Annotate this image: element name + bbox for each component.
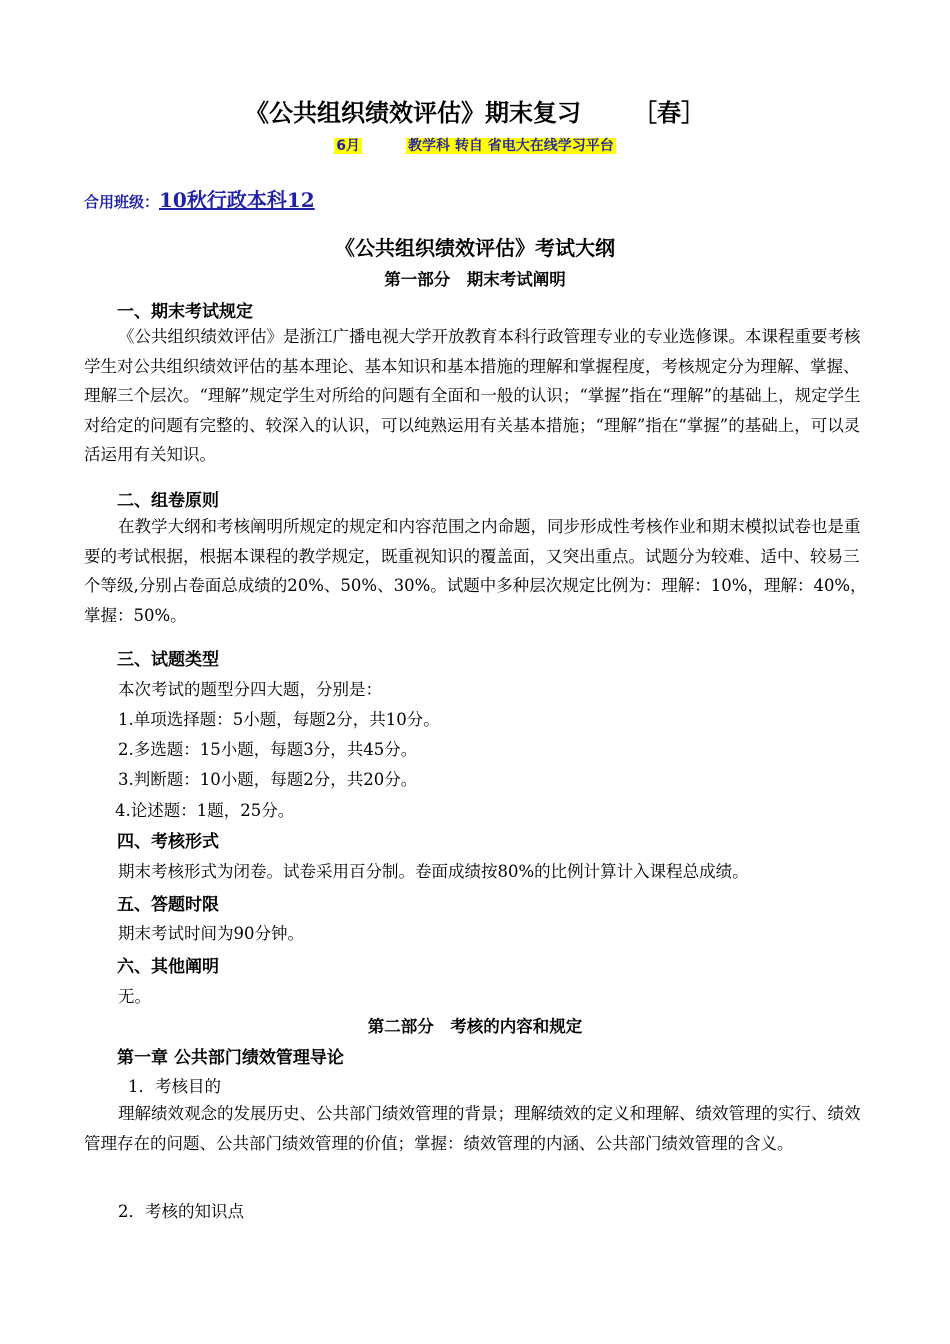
part1-title: 第一部分 期末考试阐明 — [384, 270, 566, 289]
chapter1-text: 理解绩效观念的发展历史、公共部门绩效管理的背景；理解绩效的定义和理解、绩效管理的实行、绩效管理存在的问题、公共部门绩效管理的价值；掌握：绩效管理的内涵、公共部门绩效管理的含义。 — [84, 1104, 861, 1153]
section2-paragraph — [84, 512, 870, 630]
class-label: 合用班级： — [84, 193, 160, 211]
source-month: 6月 — [336, 138, 360, 154]
source-text: 教学科 转自 省电大在线学习平台 — [408, 138, 614, 154]
section2-heading: 二、组卷原则 — [117, 491, 219, 511]
source-line — [0, 135, 950, 155]
question-type-item: 4.论述题：1题，25分。 — [115, 801, 295, 820]
title-main: 《公共组织绩效评估》期末复习 — [245, 99, 581, 127]
question-type-item: 2.多选题：15小题，每题3分，共45分。 — [118, 740, 418, 759]
section6-text: 无。 — [118, 987, 151, 1006]
title-tag: ［春］ — [633, 99, 705, 127]
question-type-item: 3.判断题：10小题，每题2分，共20分。 — [118, 770, 418, 789]
section1-text: 《公共组织绩效评估》是浙江广播电视大学开放教育本科行政管理专业的专业选修课。本课程重要考核学生对公共组织绩效评估的基本理论、基本知识和基本措施的理解和掌握程度，考核规定分为理解、掌握、理解三个层次。“理解”规定学生对所给的问题有全面和一般的认识；“掌握”指在“理解”的基础上，规定学生对给定的问题有完整的、较深入的认识，可以纯熟运用有关基本措施；“理解”指在“掌握”的基础上，可以灵活运用有关知识。 — [84, 327, 861, 464]
class-value-link[interactable]: 10秋行政本科12 — [159, 188, 315, 212]
section5-heading: 五、答题时限 — [117, 895, 219, 915]
section3-intro: 本次考试的题型分四大题，分别是： — [118, 680, 382, 699]
section1-paragraph — [84, 322, 870, 470]
part2-title: 第二部分 考核的内容和规定 — [367, 1017, 583, 1036]
outline-title: 《公共组织绩效评估》考试大纲 — [335, 236, 615, 260]
chapter1-paragraph — [84, 1099, 870, 1158]
section2-text: 在教学大纲和考核阐明所规定的规定和内容范围之内命题，同步形成性考核作业和期末模拟试卷也是重要的考试根据，根据本课程的教学规定，既重视知识的覆盖面，又突出重点。试题分为较难、适中、较易三个等级,分别占卷面总成绩的20%、50%、30%。试题中多种层次规定比例为：理解：10%，理解：40%，掌握：50%。 — [84, 517, 867, 625]
section6-heading: 六、其他阐明 — [117, 957, 219, 977]
section1-heading: 一、期末考试规定 — [117, 302, 253, 322]
chapter1-item2: 2．考核的知识点 — [118, 1202, 244, 1221]
section4-heading: 四、考核形式 — [117, 832, 219, 852]
section3-heading: 三、试题类型 — [117, 650, 219, 670]
section4-text: 期末考核形式为闭卷。试卷采用百分制。卷面成绩按80%的比例计算计入课程总成绩。 — [118, 862, 749, 881]
document-title — [0, 93, 950, 128]
class-line — [84, 184, 315, 213]
chapter1-item1: 1．考核目的 — [128, 1077, 221, 1096]
chapter1-heading: 第一章 公共部门绩效管理导论 — [117, 1048, 344, 1068]
question-type-item: 1.单项选择题：5小题，每题2分，共10分。 — [118, 710, 440, 729]
section5-text: 期末考试时间为90分钟。 — [118, 924, 304, 943]
